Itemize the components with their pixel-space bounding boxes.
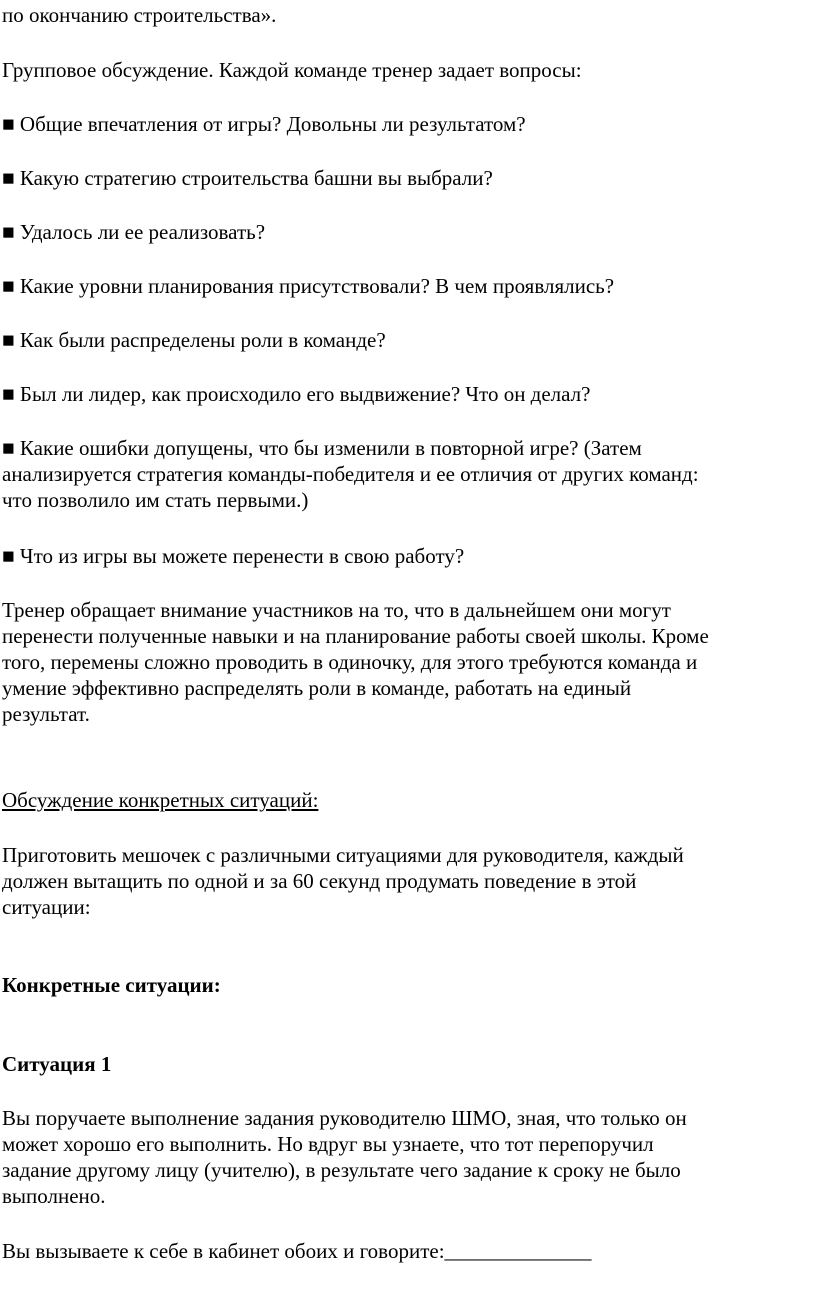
cases-instruction: Приготовить мешочек с различными ситуациями для руководителя, каждый должен вытащить по одной и за 60 секунд продумать поведение в этой ситуации: [2, 843, 684, 919]
group-discussion-text: Групповое обсуждение. Каждой команде тренер задает вопросы: [2, 58, 582, 82]
trainer-note: Тренер обращает внимание участников на то, что в дальнейшем они могут перенести полученные навыки и на планирование работы своей школы. Кроме того, перемены сложно проводить в одиночку, для этого требуются команда и умение эффективно распределять роли в команде, работать на единый результат. [2, 598, 709, 726]
intro-tail: по окончанию строительства». [2, 3, 277, 27]
question-item: ■ Как были распределены роли в команде? [2, 328, 386, 352]
question-item: ■ Был ли лидер, как происходило его выдвижение? Что он делал? [2, 382, 591, 406]
question-item: ■ Какую стратегию строительства башни вы выбрали? [2, 166, 493, 190]
question-item: ■ Какие ошибки допущены, что бы изменили в повторной игре? (Затем анализируется стратегия команды-победителя и ее отличия от других команд: что позволило им стать первыми.) [2, 436, 699, 512]
specific-cases-title: Конкретные ситуации: [2, 973, 221, 997]
situation-1-prompt: Вы вызываете к себе в кабинет обоих и говорите:______________ [2, 1239, 592, 1263]
question-item: ■ Какие уровни планирования присутствовали? В чем проявлялись? [2, 274, 615, 298]
situation-1-text: Вы поручаете выполнение задания руководителю ШМО, зная, что только он может хорошо его выполнить. Но вдруг вы узнаете, что тот перепоручил задание другому лицу (учителю), в результате чего задание к сроку не было выполнено. [2, 1106, 687, 1208]
cases-heading: Обсуждение конкретных ситуаций: [2, 788, 319, 812]
question-item: ■ Удалось ли ее реализовать? [2, 220, 266, 244]
question-item: ■ Общие впечатления от игры? Довольны ли результатом? [2, 112, 526, 136]
question-item: ■ Что из игры вы можете перенести в свою работу? [2, 544, 465, 568]
situation-1-title: Ситуация 1 [2, 1052, 112, 1076]
